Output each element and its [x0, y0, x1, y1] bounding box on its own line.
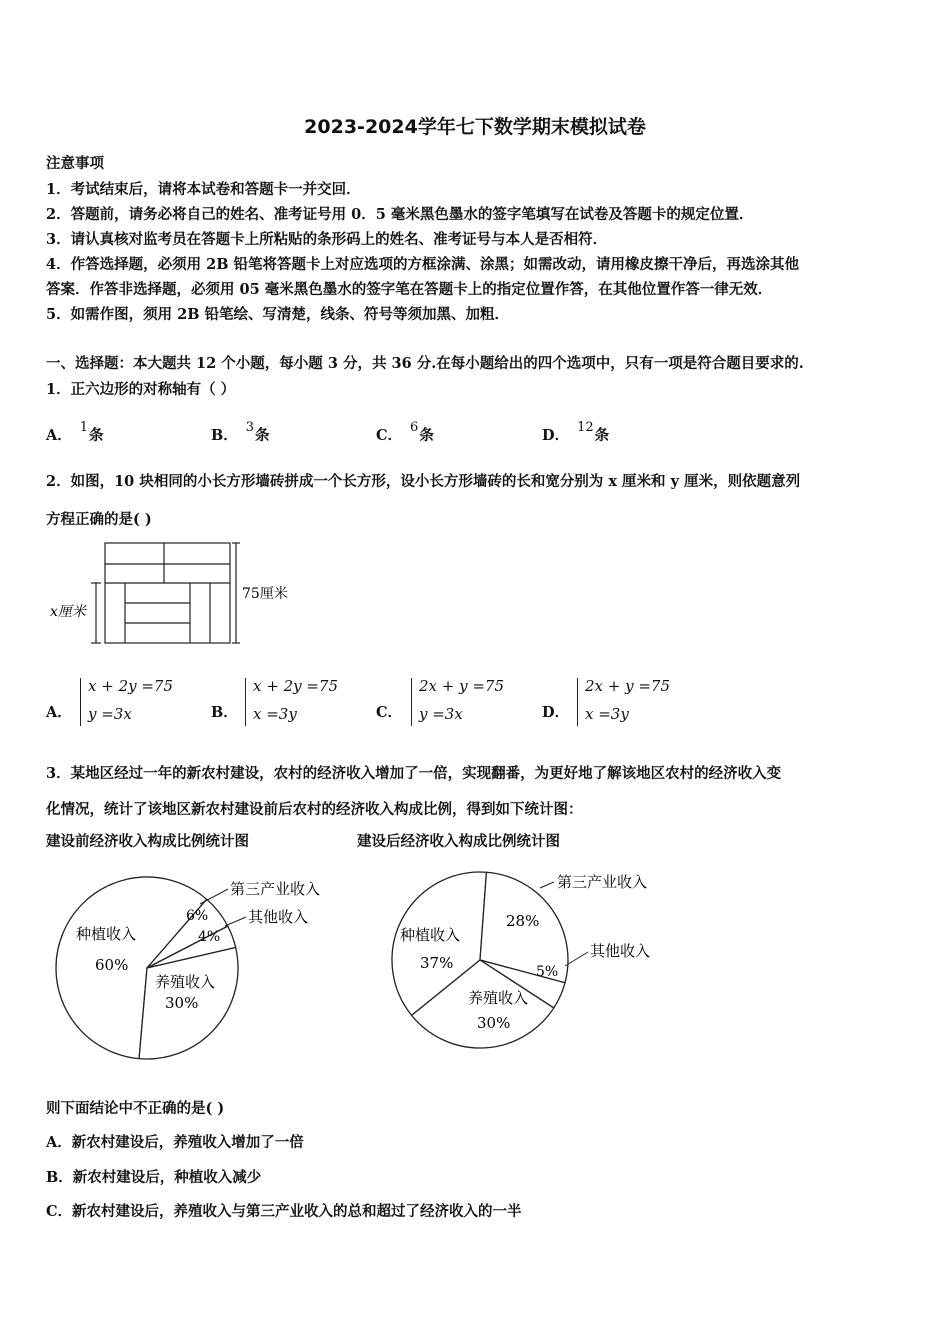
- pie-after-label-other: 其他收入: [590, 942, 651, 960]
- q3-option-c: C．新农村建设后，养殖收入与第三产业收入的总和超过了经济收入的一半: [46, 1203, 522, 1220]
- q1-option-b: B． 3条: [211, 420, 270, 444]
- pie-after-value-tertiary: 28%: [506, 912, 540, 930]
- q1-option-d: D． 12条: [542, 420, 610, 444]
- leader-line: [540, 882, 554, 888]
- brace-icon: [411, 678, 419, 726]
- pie-after-value-other: 5%: [536, 964, 559, 980]
- brace-icon: [245, 678, 253, 726]
- chart-before-title: 建设前经济收入构成比例统计图: [46, 833, 249, 850]
- pie-before-value-breeding: 30%: [165, 994, 199, 1012]
- notice-item: 4．作答选择题，必须用 2B 铅笔将答题卡上对应选项的方框涂满、涂黑；如需改动，请用橡皮擦干净后，再选涂其他: [46, 256, 800, 273]
- figure-label-75: 75厘米: [242, 586, 288, 602]
- notice-item: 答案．作答非选择题，必须用 05 毫米黑色墨水的签字笔在答题卡上的指定位置作答，在其他位置作答一律无效．: [46, 281, 773, 298]
- q2-option-d-label: D．: [542, 704, 570, 721]
- q3-stem-line1: 3．某地区经过一年的新农村建设，农村的经济收入增加了一倍，实现翻番，为更好地了解该地区农村的经济收入变: [46, 765, 782, 782]
- q3-option-a: A．新农村建设后，养殖收入增加了一倍: [46, 1134, 304, 1151]
- brace-icon: [80, 678, 88, 726]
- q2-option-c-label: C．: [376, 704, 403, 721]
- q1-option-a: A． 1条: [46, 420, 104, 444]
- pie-after-label-planting: 种植收入: [400, 926, 461, 944]
- figure-label-x: x厘米: [50, 604, 86, 620]
- notice-heading: 注意事项: [46, 155, 104, 172]
- q3-question: 则下面结论中不正确的是( ): [46, 1100, 225, 1117]
- pie-before-label-tertiary: 第三产业收入: [230, 880, 321, 898]
- chart-after-title: 建设后经济收入构成比例统计图: [357, 833, 560, 850]
- notice-item: 3．请认真核对监考员在答题卡上所粘贴的条形码上的姓名、准考证号与本人是否相符．: [46, 231, 608, 248]
- pie-before-value-planting: 60%: [95, 956, 129, 974]
- q2-c-eq1: 2x + y =75: [419, 677, 505, 695]
- q1-option-c: C． 6条: [376, 420, 434, 444]
- q2-c-eq2: y =3x: [419, 705, 463, 723]
- q3-option-b: B．新农村建设后，种植收入减少: [46, 1169, 262, 1186]
- pie-before-label-breeding: 养殖收入: [155, 973, 216, 991]
- q2-stem-line2: 方程正确的是( ): [46, 511, 152, 528]
- brick-figure: [46, 538, 306, 656]
- q2-d-eq2: x =3y: [585, 705, 629, 723]
- pie-after-label-breeding: 养殖收入: [468, 989, 529, 1007]
- notice-item: 5．如需作图，须用 2B 铅笔绘、写清楚，线条、符号等须加黑、加粗．: [46, 306, 510, 323]
- q2-option-a-label: A．: [46, 704, 72, 721]
- pie-before-label-planting: 种植收入: [76, 925, 137, 943]
- q2-option-b-label: B．: [211, 704, 238, 721]
- notice-item: 1．考试结束后，请将本试卷和答题卡一并交回．: [46, 181, 361, 198]
- pie-after-label-tertiary: 第三产业收入: [557, 873, 648, 891]
- q2-a-eq2: y =3x: [88, 705, 132, 723]
- q2-b-eq2: x =3y: [253, 705, 297, 723]
- brace-icon: [577, 678, 585, 726]
- section-heading: 一、选择题：本大题共 12 个小题，每小题 3 分，共 36 分.在每小题给出的四个选项中，只有一项是符合题目要求的.: [46, 355, 804, 372]
- leader-line: [225, 917, 246, 926]
- q2-b-eq1: x + 2y =75: [253, 677, 339, 695]
- q2-a-eq1: x + 2y =75: [88, 677, 174, 695]
- q2-stem-line1: 2．如图，10 块相同的小长方形墙砖拼成一个长方形，设小长方形墙砖的长和宽分别为 x 厘米和 y 厘米，则依题意列: [46, 473, 801, 490]
- pie-before-value-tertiary: 6%: [186, 908, 209, 924]
- pie-before-label-other: 其他收入: [248, 908, 309, 926]
- pie-chart-before: [40, 862, 350, 1062]
- q3-stem-line2: 化情况，统计了该地区新农村建设前后农村的经济收入构成比例，得到如下统计图：: [46, 801, 583, 818]
- q2-d-eq1: 2x + y =75: [585, 677, 671, 695]
- page-title: 2023-2024学年七下数学期末模拟试卷: [304, 116, 646, 138]
- pie-after-value-breeding: 30%: [477, 1014, 511, 1032]
- pie-chart-after: [390, 858, 690, 1058]
- pie-after-value-planting: 37%: [420, 954, 454, 972]
- q1-stem: 1．正六边形的对称轴有（ ）: [46, 381, 236, 398]
- pie-before-value-other: 4%: [198, 929, 221, 945]
- notice-item: 2．答题前，请务必将自己的姓名、准考证号用 0．5 毫米黑色墨水的签字笔填写在试卷及答题卡的规定位置．: [46, 206, 754, 223]
